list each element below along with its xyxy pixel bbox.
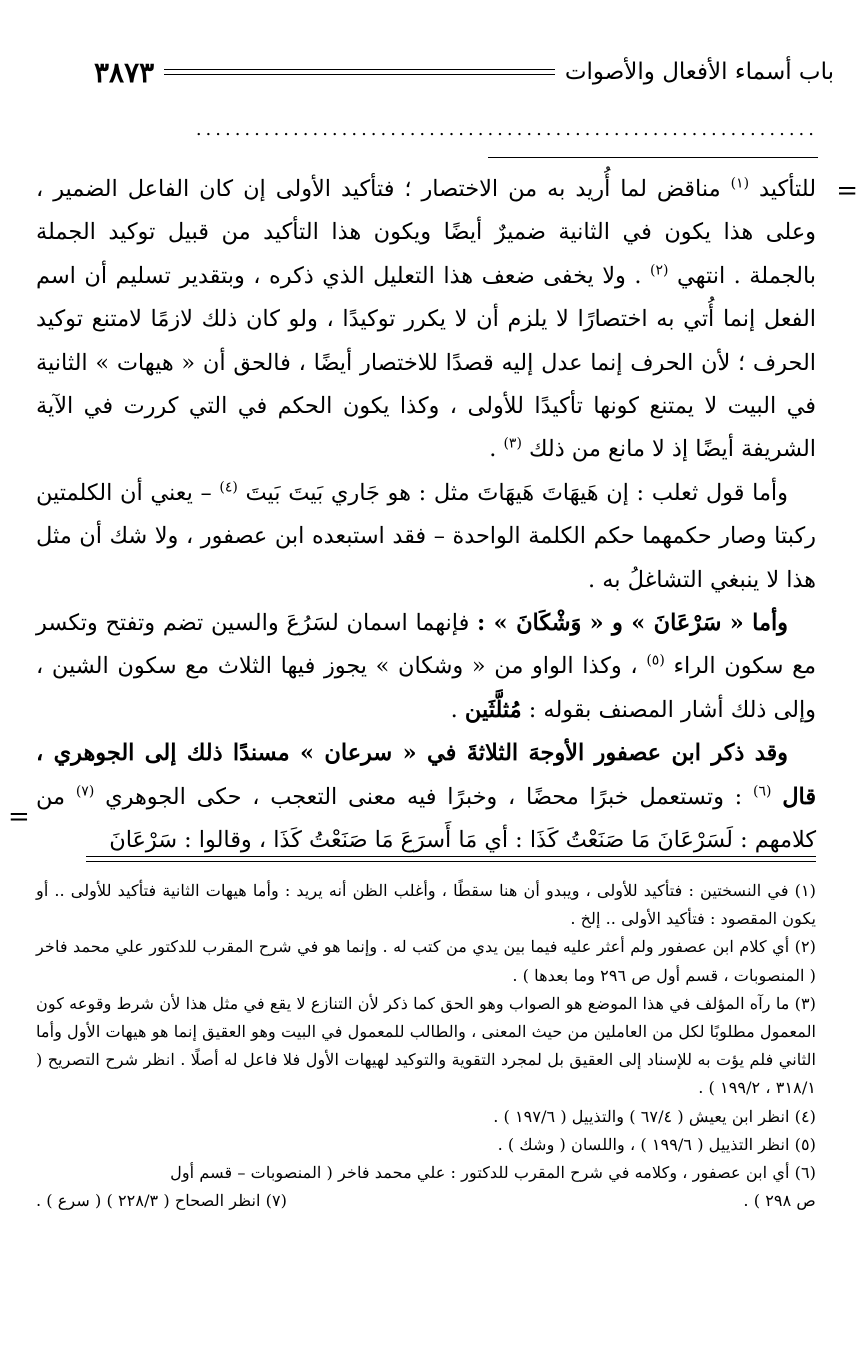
footnote-ref-7: (٧): [75, 783, 95, 800]
footnote-ref-2: (٢): [650, 262, 669, 279]
paragraph-4-part-a: : وتستعمل خبرًا محضًا ، وخبرًا فيه معنى التعجب ، حكى الجوهري: [105, 783, 743, 810]
footnote-ref-6: (٦): [752, 783, 772, 800]
paragraph-3-heading: وأما « سَرْعَانَ » و « وَشْكَانَ » :: [477, 610, 788, 637]
page-header: [94, 52, 834, 92]
footnote-ref-5: (٥): [646, 653, 665, 669]
footnote-ref-3: (٣): [503, 435, 522, 452]
header-double-rule: [164, 69, 555, 75]
page-number: ٣٨٧٣: [94, 55, 155, 89]
continuation-mark-end: =: [8, 802, 30, 832]
footnote-6-end: ص ٢٩٨ ) .: [743, 1191, 816, 1211]
chapter-title: باب أسماء الأفعال والأصوات: [564, 59, 834, 85]
paragraph-2: [36, 472, 816, 602]
continuation-mark-start: =: [836, 176, 858, 206]
paragraph-3-part-b: ، وكذا الواو من « وشكان » يجوز فيها الثلاث مع سكون الشين ، وإلى ذلك أشار المصنف بقوله :: [36, 653, 816, 723]
main-text: [36, 168, 816, 863]
paragraph-1-part-a: للتأكيد: [759, 176, 817, 202]
paragraph-2-part-a: وأما قول ثعلب : إن هَيهَاتَ هَيهَاتَ مثل : هو جَاري بَيتَ بَيتَ: [245, 479, 788, 506]
paragraph-4-part-b: من كلامهم : لَسَرْعَانَ مَا صَنَعْتُ كَذَا : أي مَا أَسرَعَ مَا صَنَعْتُ كَذَا ، وقالوا : سَرْعَانَ: [36, 783, 816, 854]
footnote-separator-rule: [86, 856, 816, 862]
footnote-ref-4: (٤): [219, 479, 238, 496]
paragraph-4: [36, 732, 816, 862]
footnote-row-6-7: [36, 1187, 816, 1215]
paragraph-3-part-c: .: [450, 696, 458, 723]
footnote-4: (٤) انظر ابن يعيش ( ٦٧/٤ ) والتذييل ( ١٩٧/٦ ) .: [493, 1106, 816, 1126]
paragraph-1-part-d: .: [489, 436, 497, 463]
top-separator-rule: [488, 157, 818, 158]
paragraph-1-part-c: . ولا يخفى ضعف هذا التعليل الذي ذكره ، وبتقدير تسليم أن اسم الفعل إنما أُتي به اختصارًا لا يلزم أن لا يكرر توكيدًا ، ولو كان ذلك لازمًا لامتنع توكيد الحرف ؛ لأن الحرف إنما عدل إليه قصدًا للاختصار أيضًا ، فالحق أن « هيهات » الثانية في البيت لا يمتنع كونها تأكيدًا للأولى ، وكذا يكون الحكم في التي كررت في الآية الشريفة أيضًا إذ لا مانع من ذلك: [36, 262, 816, 463]
dotted-separator: ................................................................: [195, 120, 818, 140]
footnote-2: (٢) أي كلام ابن عصفور ولم أعثر عليه فيما بين يدي من كتب له . وإنما هو في شرح المقرب للدكتور علي محمد فاخر ( المنصوبات ، قسم أول ص ٢٩٦ وما بعدها ) .: [36, 937, 816, 985]
footnote-5: (٥) انظر التذييل ( ١٩٩/٦ ) ، واللسان ( وشك ) .: [497, 1134, 816, 1154]
paragraph-1: [36, 168, 816, 472]
footnote-7: (٧) انظر الصحاح ( ٢٢٨/٣ ) ( سرع ) .: [36, 1191, 287, 1211]
footnote-3: (٣) ما رآه المؤلف في هذا الموضع هو الصواب وهو الحق كما ذكر لأن التنازع لا يقع في مثل هذا لأن شرط وقوعه كون المعمول مطلوبًا لكل من العاملين من حيث المعنى ، والطالب للمعمول في البيت وهو العقيق إنما هو هيهات الأول وأما الثاني فلم يؤت به للإسناد إلى العقيق بل لمجرد التقوية والتوكيد لهيهات الأول فلا فاعل له أصلًا . انظر شرح التصريح ( ٣١٨/١ ، ١٩٩/٢ ) .: [35, 993, 816, 1098]
footnotes: [36, 877, 816, 1215]
footnote-ref-1: (١): [730, 175, 750, 192]
paragraph-2-part-b: – يعني أن الكلمتين ركبتا وصار حكمهما حكم الكلمة الواحدة – فقد استبعده ابن عصفور ، ولا شك أن مثل هذا لا ينبغي التشاغلُ به .: [36, 479, 816, 593]
paragraph-3: [36, 602, 816, 732]
footnote-6: (٦) أي ابن عصفور ، وكلامه في شرح المقرب للدكتور : علي محمد فاخر ( المنصوبات – قسم أول: [170, 1163, 816, 1183]
paragraph-1-part-b: مناقض لما أُريد به من الاختصار ؛ فتأكيد الأولى إن كان الفاعل الضمير ، وعلى هذا يكون في الثانية ضميرٌ أيضًا ويكون هذا التأكيد من قبيل توكيد الجملة بالجملة . انتهي: [36, 176, 816, 289]
footnote-1: (١) في النسختين : فتأكيد للأولى ، ويبدو أن هنا سقطًا ، وأغلب الظن أنه يريد : وأما هيهات الثانية فتأكيد للأولى .. أو يكون المقصود : فتأكيد الأولى .. إلخ .: [36, 881, 816, 929]
paragraph-4-heading: وقد ذكر ابن عصفور الأوجهَ الثلاثةَ في « سرعان » مسندًا ذلك إلى الجوهري ، قال: [36, 740, 817, 810]
paragraph-3-keyword: مُثلَّثَين: [464, 696, 522, 723]
paragraph-3-part-a: فإنهما اسمان لسَرُعَ والسين تضم وتفتح وتكسر مع سكون الراء: [36, 610, 816, 680]
